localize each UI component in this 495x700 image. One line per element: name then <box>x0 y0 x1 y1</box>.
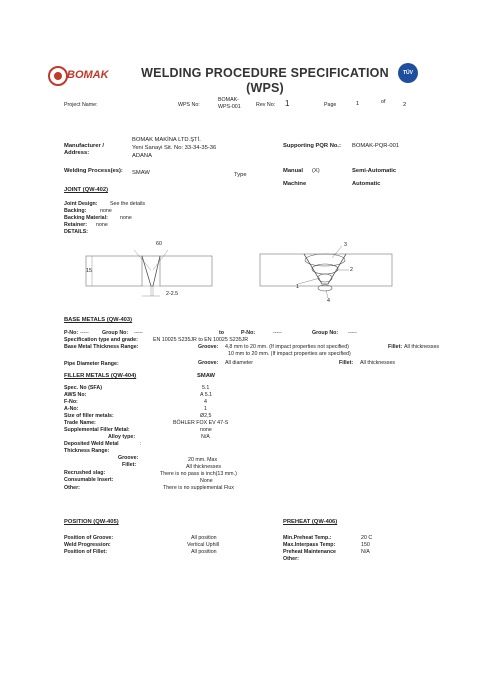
sketch-pass-4: 4 <box>327 298 330 304</box>
backing-value: none <box>100 208 112 214</box>
wps-no-label: WPS No: <box>178 102 200 108</box>
groove-value-2: 10 mm to 20 mm. (If impact properties are specified) <box>228 351 351 357</box>
sketch-angle-label: 60 <box>156 241 162 247</box>
filler-row-value: There is no supplemental Flux <box>163 485 234 491</box>
logo-text: BOMAK <box>67 69 109 81</box>
groove-value-1: 4,8 mm to 20 mm. (If impact properties not specified) <box>225 344 349 350</box>
filler-row-label: Supplemental Filler Metal: <box>64 427 130 433</box>
supporting-pqr-value: BOMAK-PQR-001 <box>352 143 400 149</box>
filler-metals-heading: FILLER METALS (QW-404) <box>64 373 137 379</box>
pno2-label: P-No: <box>241 330 256 336</box>
sketch-pass-1: 1 <box>296 284 299 290</box>
spec-label: Specification type and grade: <box>64 337 138 343</box>
preheat-other-label: Other: <box>283 556 299 562</box>
filler-row-value: BÖHLER FOX EV 47-S <box>173 420 229 426</box>
filler-row-label: A-No: <box>64 406 79 412</box>
rev-no-label: Rev No: <box>256 102 276 108</box>
of-label: of <box>381 99 386 105</box>
sketch-gap-label: 2-2.5 <box>166 291 179 297</box>
filler-row-value: There is no pass is inch(13 mm.) <box>160 471 237 477</box>
manufacturer-label-2: Address: <box>64 150 90 156</box>
semi-automatic-label: Semi-Automatic <box>352 168 397 174</box>
weld-progression-label: Weld Progression: <box>64 542 111 548</box>
manufacturer-name: BOMAK MAKİNA LTD.ŞTİ. <box>132 137 201 143</box>
manual-mark: (X) <box>312 168 320 174</box>
manufacturer-label-1: Manufacturer / <box>64 143 104 149</box>
machine-label: Machine <box>283 181 307 187</box>
filler-row-label: Trade Name: <box>64 420 96 426</box>
preheat-heading: PREHEAT (QW-406) <box>283 519 338 525</box>
filler-row-label: AWS No: <box>64 392 87 398</box>
joint-design-value: See the details <box>110 201 146 207</box>
to-label: to <box>219 330 224 336</box>
group-label: Group No: <box>102 330 129 336</box>
backing-material-value: none <box>120 215 132 221</box>
filler-row-label: Groove: <box>118 455 139 461</box>
company-logo <box>48 63 108 89</box>
page-title: WELDING PROCEDURE SPECIFICATION <box>141 66 389 80</box>
group-value: ----- <box>134 330 143 336</box>
max-interpass-value: 150 <box>361 542 370 548</box>
fillet-label: Fillet: <box>388 344 403 350</box>
spec-value: EN 10025 S235JR to EN 10025 S235JR <box>153 337 249 343</box>
welding-process-value: SMAW <box>132 170 150 176</box>
min-preheat-value: 20 C <box>361 535 373 541</box>
base-metals-heading: BASE METALS (QW-403) <box>64 317 133 323</box>
filler-row-value: Ø2,5 <box>200 413 212 419</box>
groove-joint-sketch <box>84 240 214 308</box>
preheat-maintenance-value: N/A <box>361 549 370 555</box>
filler-row-label: Fillet: <box>122 462 137 468</box>
manual-label: Manual <box>283 168 303 174</box>
joint-heading: JOINT (QW-402) <box>64 187 109 193</box>
pipe-groove-label: Groove: <box>198 360 219 366</box>
pipe-fillet-label: Fillet: <box>339 360 354 366</box>
pno-value: ----- <box>80 330 89 336</box>
pipe-diameter-label: Pipe Diameter Range: <box>64 361 119 367</box>
filler-row-label: Size of filler metals: <box>64 413 114 419</box>
filler-row-value: 20 mm. Max <box>188 457 218 463</box>
manufacturer-city: ADANA <box>132 153 152 159</box>
manufacturer-address: Yeni Sanayi Sit. No: 33-34-35-36 <box>132 145 217 151</box>
filler-row-value: N/A <box>201 434 210 440</box>
filler-row-value: None <box>200 478 213 484</box>
weld-pass-sketch <box>258 240 394 302</box>
position-heading: POSITION (QW-405) <box>64 519 119 525</box>
fillet-value: All thicknesses <box>404 344 440 350</box>
thickness-label: Base Metal Thickness Range: <box>64 344 139 350</box>
position-fillet-label: Position of Fillet: <box>64 549 107 555</box>
supporting-pqr-label: Supporting PQR No.: <box>283 143 341 149</box>
retainer-value: none <box>96 222 108 228</box>
sketch-pass-3: 3 <box>344 242 347 248</box>
tuv-certification-badge: TÜV <box>398 63 418 83</box>
filler-row-label: Recrushed slag: <box>64 470 106 476</box>
pipe-fillet-value: All thicknesses <box>360 360 396 366</box>
filler-row-label: Consumable Insert: <box>64 477 114 483</box>
filler-row-label: Other: <box>64 485 80 491</box>
filler-row-value: none <box>200 427 212 433</box>
type-label: Type <box>234 172 247 178</box>
groove-label: Groove: <box>198 344 219 350</box>
min-preheat-label: Min.Preheat Temp.: <box>283 535 332 541</box>
retainer-label: Retainer: <box>64 222 87 228</box>
filler-process-column: SMAW <box>197 373 216 379</box>
filler-row-value: 1 <box>204 406 207 412</box>
filler-row-value: 5.1 <box>202 385 210 391</box>
welding-process-label: Welding Process(es): <box>64 168 123 174</box>
group2-label: Group No: <box>312 330 339 336</box>
position-groove-value: All position <box>191 535 217 541</box>
joint-design-label: Joint Design: <box>64 201 98 207</box>
rev-no-value: 1 <box>285 99 290 108</box>
sketch-pass-2: 2 <box>350 267 353 273</box>
weld-progression-value: Vertical Uphill <box>187 542 220 548</box>
details-label: DETAILS: <box>64 229 89 235</box>
filler-row-label: Alloy type: <box>108 434 136 440</box>
filler-row-value: All thicknesses <box>186 464 222 470</box>
page-subtitle: (WPS) <box>246 81 284 95</box>
backing-material-label: Backing Material: <box>64 215 108 221</box>
position-fillet-value: All position <box>191 549 217 555</box>
filler-row-value: A 5.1 <box>200 392 213 398</box>
position-groove-label: Position of Groove: <box>64 535 114 541</box>
wps-no-value-1: BOMAK- <box>218 97 239 103</box>
group2-value: ----- <box>348 330 357 336</box>
of-value: 2 <box>403 102 407 108</box>
max-interpass-label: Max.Interpass Temp: <box>283 542 336 548</box>
filler-row-label: Deposited Weld Metal <box>64 441 119 447</box>
pno-label: P-No: <box>64 330 79 336</box>
pipe-groove-value: All diameter <box>225 360 253 366</box>
project-name-label: Project Name: <box>64 102 98 108</box>
pno2-value: ----- <box>273 330 282 336</box>
automatic-label: Automatic <box>352 181 381 187</box>
filler-row-label: Thickness Range: <box>64 448 110 454</box>
filler-row-label: Spec. No (SFA) <box>64 385 102 391</box>
wps-no-value-2: WPS-001 <box>218 104 241 110</box>
backing-label: Backing: <box>64 208 87 214</box>
filler-row-label: F-No: <box>64 399 78 405</box>
page-value: 1 <box>356 101 360 107</box>
page-label: Page <box>324 102 337 108</box>
filler-row-value: 4 <box>204 399 207 405</box>
preheat-maintenance-label: Preheat Maintenance <box>283 549 336 555</box>
sketch-thickness-label: 15 <box>86 268 92 274</box>
